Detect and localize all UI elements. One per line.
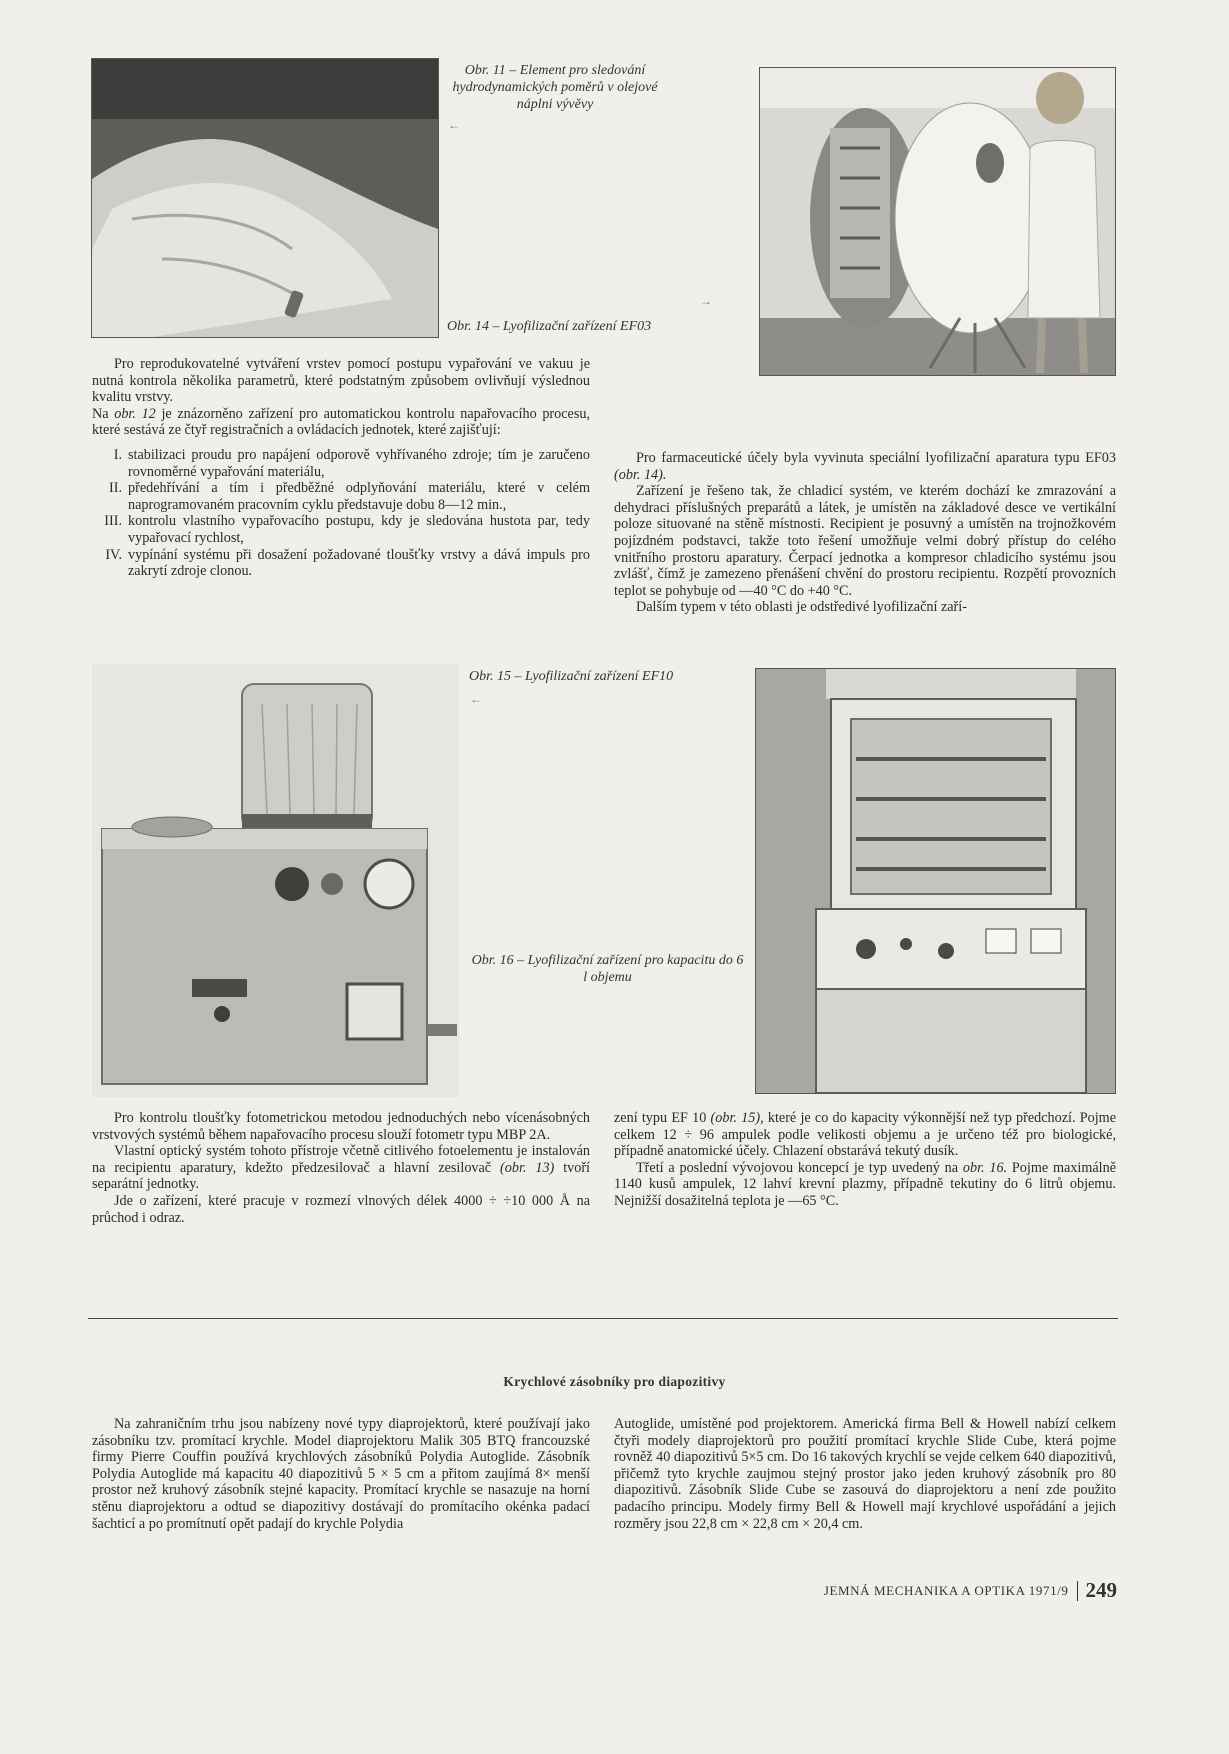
text: Vlastní optický systém tohoto přístroje včetně citlivého fotoelementu je instalován na recipientu aparatury, kdežto předzesilovač a hlavní zesilovač [92, 1143, 590, 1176]
text: zení typu EF 10 [614, 1110, 707, 1126]
text: které je co do kapacity výkonnější než typ předchozí. Pojme celkem 12 ÷ 96 ampulek podle velikosti objemu a je určeno též pro biologické, případně anatomické účely. Chlazení obstarává tekutý dusík. [614, 1110, 1117, 1160]
arrow-right-icon: → [700, 294, 712, 308]
list-item [92, 547, 590, 580]
paragraph [614, 1110, 1116, 1160]
paragraph: Na zahraničním trhu jsou nabízeny nové typy diaprojektorů, které používají jako zásobníku tzv. promítací krychle. Model diaprojektoru Malik 305 BTQ francouzské firmy Pierre Couffin používá krychlových zásobníků Polydia Autoglide. Zásobník Polydia Autoglide má kapacitu 40 diapozitivů 5 × 5 cm a přitom zaujímá 8× menší prostor než kruhový zásobník stejné kapacity. Promítací krychle se nasazuje na horní stěnu diaprojektoru a odtud se diapozitivy dostávají do promítacího okénka padací šachticí a po promítnutí opět padají do krychle Polydia [92, 1416, 590, 1532]
numbered-list [92, 447, 590, 580]
list-item [92, 480, 590, 513]
article-right-mid [614, 1110, 1116, 1210]
caption-obr14: Obr. 14 – Lyofilizační zařízení EF03 [447, 319, 652, 334]
paragraph: Pro reprodukovatelné vytváření vrstev pomocí postupu vypařování ve vakuu je nutná kontrola několika parametrů, které podstatným způsobem ovlivňují výslednou kvalitu vrstvy. [92, 356, 590, 406]
list-number: III. [104, 513, 122, 530]
journal-name: JEMNÁ MECHANIKA A OPTIKA 1971/9 [823, 1582, 1069, 1598]
paragraph: Dalším typem v této oblasti je odstředivé lyofilizační zaří- [636, 599, 967, 616]
text: Pro farmaceutické účely byla vyvinuta speciální lyofilizační aparatura typu EF03 [636, 450, 1116, 466]
list-text: vypínání systému při dosažení požadované tloušťky vrstvy a dává impuls pro zakrytí zdroje clonou. [128, 546, 590, 580]
article-section-right [614, 1416, 1116, 1532]
footer-divider [1077, 1581, 1078, 1601]
paragraph: Jde o zařízení, které pracuje v rozmezí vlnových délek 4000 ÷ ÷10 000 Å na průchod i odraz. [92, 1192, 590, 1226]
page-number: 249 [1085, 1578, 1117, 1602]
text: je znázorněno zařízení pro automatickou kontrolu napařovacího procesu, které sestává ze čtyř registračních a ovládacích jednotek, které zajišťují: [92, 405, 591, 439]
text: tvoří separátní jednotky. [92, 1159, 590, 1193]
text: Třetí a poslední vývojovou koncepcí je typ uvedený na [636, 1159, 959, 1176]
list-number: IV. [105, 546, 122, 563]
section-divider [88, 1318, 1118, 1319]
figure-reference: (obr. 15), [710, 1110, 764, 1126]
photo-obr16 [755, 668, 1116, 1094]
paragraph: Autoglide, umístěné pod projektorem. Americká firma Bell & Howell nabízí celkem čtyři modely diaprojektorů pro použití promítací krychle Slide Cube, která pojme rovněž 40 diapozitivů 5×5 cm. Do 16 takových krychlí se vejde celkem 640 diapozitivů, přičemž tyto krychle zaujmou stejný prostor jako jeden kruhový zásobník pro 80 diapozitivů. Zásobník Slide Cube se zasouvá do diaprojektoru a není zde použito padacího principu. Modely firmy Bell & Howell mají krychlové uspořádání a jejich rozměry jsou 22,8 cm × 22,8 cm × 20,4 cm. [614, 1416, 1116, 1532]
photo-obr11 [91, 58, 439, 338]
figure-reference: (obr. 13) [500, 1159, 555, 1176]
list-number: I. [113, 446, 122, 463]
text: Na [92, 405, 109, 422]
list-text: předehřívání a tím i předběžné odplyňování materiálu, které v celém naprogramovaném pracovním cyklu představuje dobu 8—12 min., [128, 480, 590, 513]
photo-obr14 [759, 67, 1116, 376]
paragraph [92, 1143, 590, 1193]
article-left-top [92, 356, 590, 580]
article-right-top [614, 450, 1116, 616]
paragraph [614, 1160, 1116, 1210]
figure-reference: (obr. 14). [614, 466, 667, 483]
paragraph [92, 406, 590, 439]
page-footer [824, 1578, 1117, 1603]
caption-obr16: Obr. 16 – Lyofilizační zařízení pro kapacitu do 6 l objemu [471, 953, 744, 985]
text: Pojme maximálně 1140 kusů ampulek, 12 lahví krevní plazmy, případně tekutiny do 6 litrů objemu. Nejnižší dosažitelná teplota je —65 °C. [614, 1159, 1117, 1209]
figure-reference: obr. 16. [962, 1159, 1008, 1176]
paragraph [614, 450, 1116, 483]
list-item [92, 513, 590, 546]
article-section-left [92, 1416, 590, 1532]
list-text: stabilizaci proudu pro napájení odporově vyhřívaného zdroje; tím je zaručeno rovnoměrné vypařování materiálu, [128, 446, 590, 480]
section-title: Krychlové zásobníky pro diapozitivy [503, 1374, 726, 1389]
list-item [92, 447, 590, 480]
list-number: II. [109, 480, 122, 497]
caption-obr11: Obr. 11 – Element pro sledování hydrodynamických poměrů v olejové náplni vývěvy [452, 63, 658, 112]
figure-reference: obr. 12 [114, 405, 156, 422]
list-text: kontrolu vlastního vypařovacího postupu, kdy je sledována hustota par, tedy vypařovací rychlost, [128, 513, 590, 546]
paragraph: Zařízení je řešeno tak, že chladicí systém, ve kterém dochází ke zmrazování a dehydraci příslušných preparátů a látek, je umístěn na základové desce ve vertikální poloze situované na stěně místnosti. Recipient je posuvný a umístěn na trojnožkovém pojízdném podstavci, takže toto řešení umožňuje velmi dobrý přístup do celého vnitřního prostoru aparatury. Čerpací jednotka a kompresor chladicího systému jsou zvlášť, čímž je zamezeno přenášení chvění do prostoru recipientu. Rozpětí provozních teplot se pohybuje od —40 °C do +40 °C. [614, 483, 1116, 599]
caption-obr15: Obr. 15 – Lyofilizační zařízení EF10 [469, 669, 674, 684]
arrow-left-icon: ← [448, 118, 460, 132]
paragraph: Pro kontrolu tloušťky fotometrickou metodou jednoduchých nebo vícenásobných vrstvových systémů během napařovacího procesu slouží fotometr typu MBP 2A. [92, 1110, 590, 1143]
article-left-mid [92, 1110, 590, 1226]
arrow-left-icon-2: ← [470, 692, 482, 706]
photo-obr15 [92, 664, 459, 1097]
